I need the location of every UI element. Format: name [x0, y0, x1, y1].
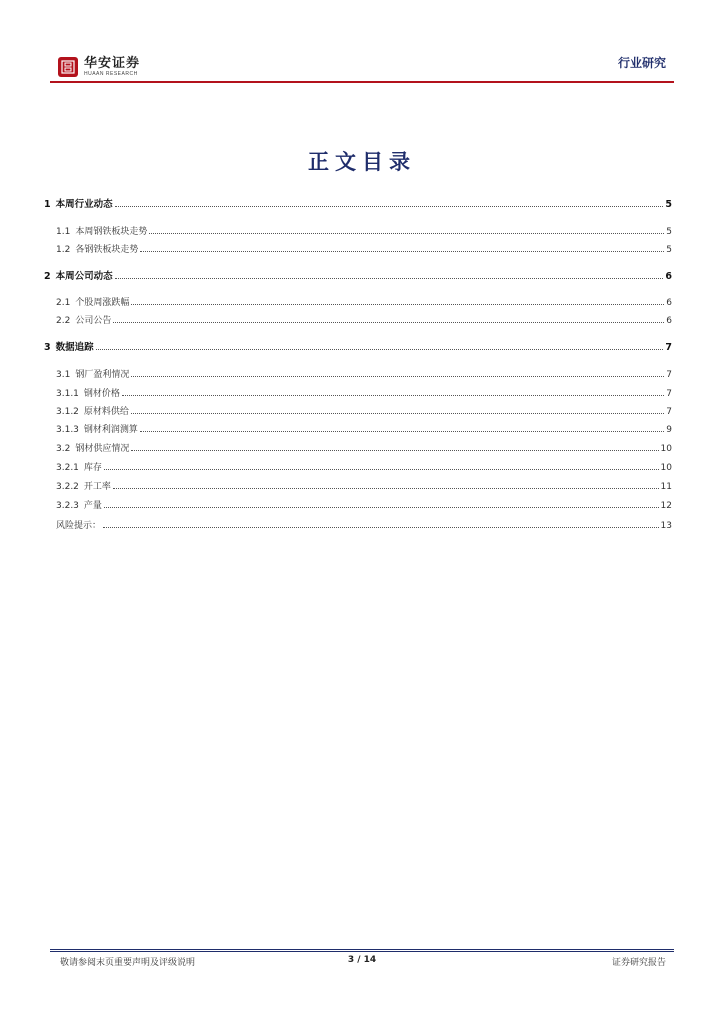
- toc-leader-dots: [131, 304, 664, 305]
- toc-entry-label: 本周公司动态: [55, 271, 113, 282]
- toc-entry[interactable]: [44, 424, 672, 436]
- toc-leader-dots: [104, 507, 659, 508]
- toc-entry[interactable]: [44, 500, 672, 512]
- toc-entry-page: 6: [666, 298, 672, 308]
- page-number: 3 / 14: [347, 955, 377, 965]
- toc-entry-label: 个股周涨跌幅: [75, 298, 130, 308]
- report-category: 行业研究: [617, 56, 666, 70]
- toc-entry-page: 6: [665, 271, 672, 282]
- toc-entry[interactable]: [44, 369, 672, 381]
- toc-leader-dots: [115, 206, 664, 207]
- toc-entry-label: 本周行业动态: [55, 199, 113, 210]
- toc-entry-number: 3.1.2: [56, 407, 79, 417]
- toc-leader-dots: [103, 527, 659, 528]
- toc-entry-page: 10: [660, 463, 672, 473]
- toc-entry-label: 开工率: [83, 482, 111, 492]
- toc-entry-page: 10: [660, 444, 672, 454]
- header-divider: [50, 81, 674, 83]
- toc-entry-number: 1: [44, 199, 51, 210]
- toc-entry-page: 12: [660, 501, 672, 511]
- toc-entry-label: 钢材价格: [83, 389, 120, 399]
- toc-leader-dots: [140, 431, 664, 432]
- toc-entry[interactable]: [44, 199, 672, 211]
- toc-entry-label: 各钢铁板块走势: [75, 245, 139, 255]
- toc-leader-dots: [113, 488, 659, 489]
- toc-entry-label: 库存: [83, 463, 102, 473]
- toc-entry-page: 7: [665, 342, 672, 353]
- toc-entry-number: 3: [44, 342, 51, 353]
- toc-entry-page: 6: [666, 316, 672, 326]
- toc-entry[interactable]: [44, 481, 672, 493]
- page-title: 正文目录: [308, 149, 416, 174]
- toc-leader-dots: [96, 349, 664, 350]
- toc-entry-number: 3.1.1: [56, 389, 79, 399]
- toc-entry-label: 原材料供给: [83, 407, 129, 417]
- toc-entry-page: 5: [665, 199, 672, 210]
- toc-entry[interactable]: [44, 342, 672, 354]
- toc-entry-label: 数据追踪: [55, 342, 94, 353]
- toc-entry[interactable]: [44, 443, 672, 455]
- toc-entry-number: 2: [44, 271, 51, 282]
- toc-entry-page: 7: [666, 389, 672, 399]
- toc-entry-number: 2.2: [56, 316, 71, 326]
- toc-entry-page: 9: [666, 425, 672, 435]
- toc-entry-number: 3.2.1: [56, 463, 79, 473]
- toc-entry[interactable]: [44, 520, 672, 532]
- toc-leader-dots: [122, 395, 664, 396]
- toc-entry-page: 13: [660, 521, 672, 531]
- toc-leader-dots: [115, 278, 664, 279]
- toc-leader-dots: [131, 450, 658, 451]
- toc-entry-page: 7: [666, 407, 672, 417]
- toc-entry-label: 钢材利润测算: [83, 425, 138, 435]
- toc-entry-label: 钢厂盈利情况: [75, 370, 130, 380]
- toc-entry-label: 钢材供应情况: [75, 444, 130, 454]
- toc-leader-dots: [140, 251, 664, 252]
- toc-entry-number: 3.1: [56, 370, 71, 380]
- toc-entry-label: 本周钢铁板块走势: [75, 227, 148, 237]
- toc-entry-page: 5: [666, 227, 672, 237]
- logo-en-text: HUAAN RESEARCH: [84, 71, 138, 77]
- toc-leader-dots: [131, 376, 664, 377]
- company-logo: [58, 57, 140, 77]
- seal-icon: [58, 57, 78, 77]
- toc-entry[interactable]: [44, 406, 672, 418]
- toc-entry[interactable]: [44, 315, 672, 327]
- toc-entry-page: 11: [660, 482, 672, 492]
- footer-doc-type: 证券研究报告: [611, 958, 666, 968]
- toc-entry[interactable]: [44, 226, 672, 238]
- toc-entry-number: 3.2: [56, 444, 71, 454]
- toc-entry-page: 5: [666, 245, 672, 255]
- toc-entry[interactable]: [44, 271, 672, 283]
- toc-entry-number: 1.1: [56, 227, 71, 237]
- footer-divider: [50, 949, 674, 950]
- toc-leader-dots: [104, 469, 659, 470]
- toc-entry[interactable]: [44, 297, 672, 309]
- toc-entry-label: 风险提示：: [56, 521, 102, 531]
- toc-entry[interactable]: [44, 462, 672, 474]
- toc-entry-number: 2.1: [56, 298, 71, 308]
- toc-entry-label: 产量: [83, 501, 102, 511]
- toc-entry-page: 7: [666, 370, 672, 380]
- toc-entry-number: 3.2.3: [56, 501, 79, 511]
- toc-leader-dots: [149, 233, 664, 234]
- footer-divider-secondary: [50, 951, 674, 952]
- toc-entry-number: 3.2.2: [56, 482, 79, 492]
- toc-leader-dots: [131, 413, 664, 414]
- toc-entry[interactable]: [44, 388, 672, 400]
- toc-leader-dots: [113, 322, 664, 323]
- toc-entry-number: 1.2: [56, 245, 71, 255]
- toc-entry-label: 公司公告: [75, 316, 112, 326]
- toc-entry[interactable]: [44, 244, 672, 256]
- logo-cn-text: 华安证券: [84, 56, 141, 71]
- toc-entry-number: 3.1.3: [56, 425, 79, 435]
- footer-disclaimer: 敬请参阅末页重要声明及评级说明: [60, 958, 196, 968]
